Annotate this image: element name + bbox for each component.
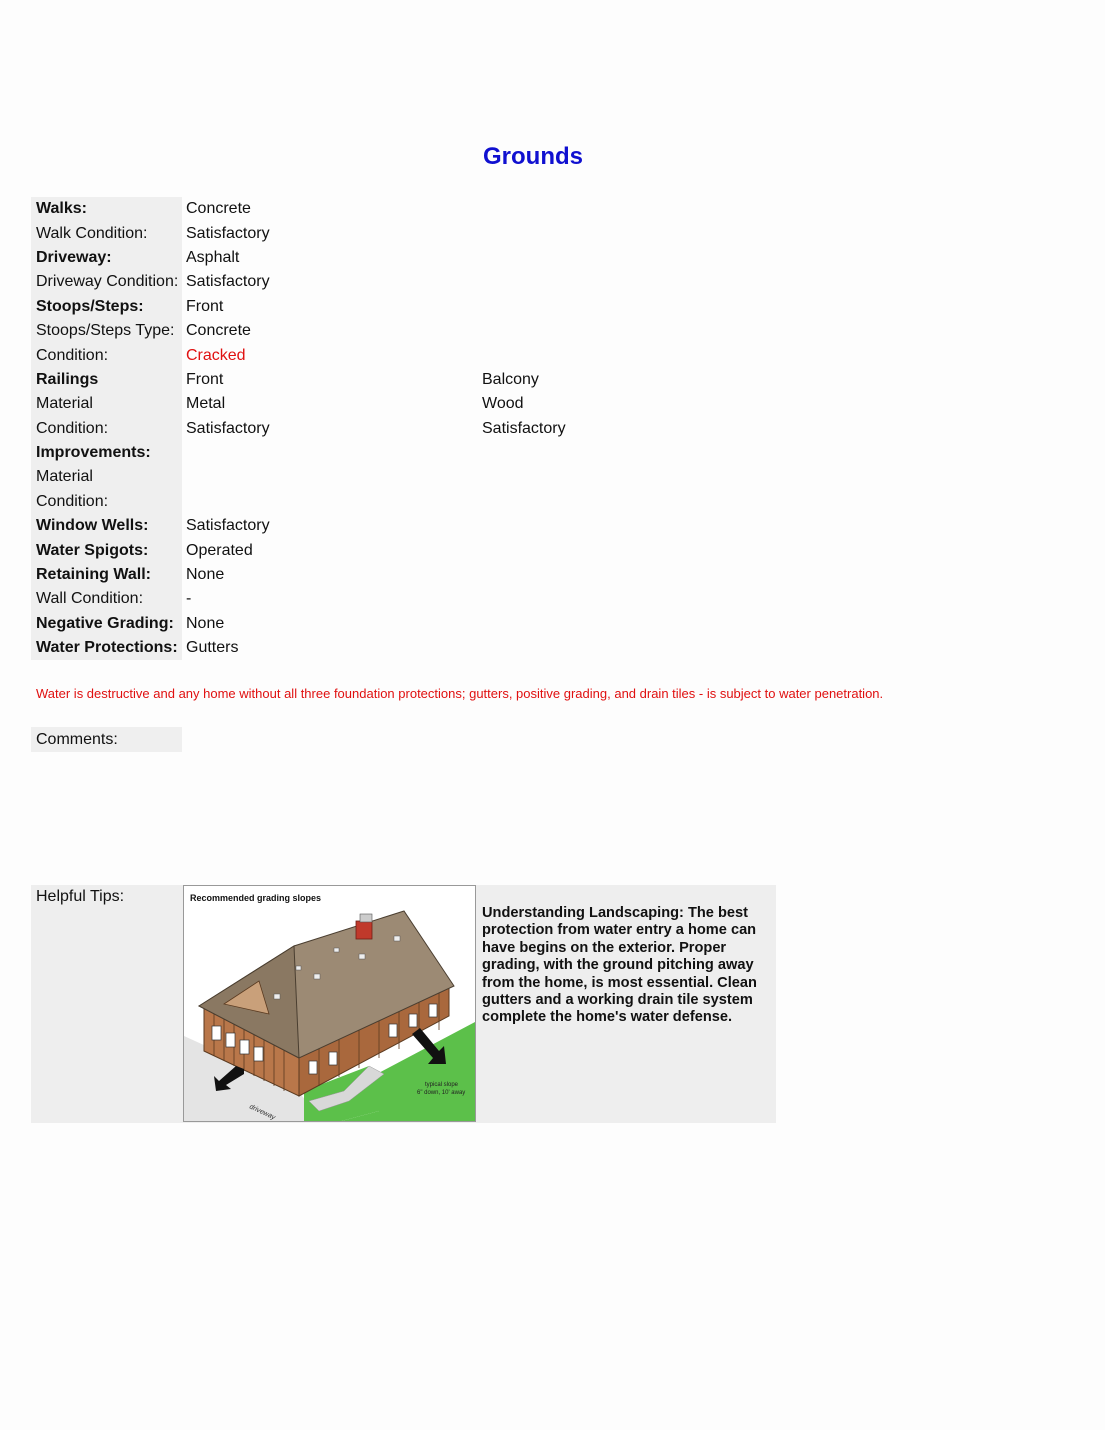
table-row — [31, 392, 566, 416]
row-label: Material — [31, 465, 182, 489]
row-value-secondary: Balcony — [482, 370, 539, 388]
table-row — [31, 319, 566, 343]
table-row — [31, 538, 566, 562]
table-row — [31, 270, 566, 294]
illustration-title: Recommended grading slopes — [190, 893, 322, 903]
row-value: Concrete — [186, 200, 251, 218]
row-label: Driveway Condition: — [31, 270, 182, 294]
row-value: Asphalt — [186, 248, 240, 266]
row-value: Satisfactory — [186, 419, 270, 437]
grading-slopes-illustration — [183, 885, 476, 1122]
row-label: Wall Condition: — [31, 587, 182, 611]
row-value: Satisfactory — [186, 517, 270, 535]
row-value: Satisfactory — [186, 224, 270, 242]
row-value: None — [186, 566, 225, 584]
row-label: Retaining Wall: — [31, 563, 182, 587]
house-grading-drawing — [184, 886, 476, 1122]
table-row — [31, 417, 566, 441]
table-row — [31, 246, 566, 270]
table-row — [31, 514, 566, 538]
table-row — [31, 441, 566, 465]
driveway-label: driveway — [248, 1103, 277, 1122]
landscaping-tip-text: Understanding Landscaping: The best protection from water entry a home can have begins on the exterior. Proper grading, with the ground pitching away from the home, is most essential. Clean gutters and a working drain tile system complete the home's water defense. — [482, 905, 757, 1026]
table-row — [31, 221, 566, 245]
row-value: Metal — [186, 395, 226, 413]
row-value: Front — [186, 370, 224, 388]
row-label: Stoops/Steps: — [31, 295, 182, 319]
table-row — [31, 563, 566, 587]
table-row — [31, 490, 566, 514]
row-value-secondary: Wood — [482, 395, 524, 413]
row-label: Driveway: — [31, 246, 182, 270]
row-label: Improvements: — [31, 441, 182, 465]
row-label: Walks: — [31, 197, 182, 221]
row-label: Condition: — [31, 417, 182, 441]
page-title: Grounds — [483, 143, 583, 170]
helpful-tips-section — [31, 885, 776, 1123]
row-label: Negative Grading: — [31, 612, 182, 636]
row-value: None — [186, 614, 225, 632]
row-value: Cracked — [186, 346, 246, 364]
row-value: Front — [186, 297, 224, 315]
row-label: Water Protections: — [31, 636, 182, 660]
row-label: Railings — [31, 368, 182, 392]
table-row — [31, 587, 566, 611]
table-row — [31, 636, 566, 660]
table-row — [31, 368, 566, 392]
row-label: Stoops/Steps Type: — [31, 319, 182, 343]
row-label: Water Spigots: — [31, 538, 182, 562]
table-row — [31, 612, 566, 636]
grounds-table — [31, 197, 566, 660]
row-label: Condition: — [31, 490, 182, 514]
table-row — [31, 295, 566, 319]
row-label: Window Wells: — [31, 514, 182, 538]
comments-label: Comments: — [31, 727, 182, 752]
row-value: Concrete — [186, 322, 251, 340]
row-label: Walk Condition: — [31, 221, 182, 245]
row-value: Satisfactory — [186, 273, 270, 291]
row-value: Gutters — [186, 639, 239, 657]
helpful-tips-label: Helpful Tips: — [36, 888, 125, 905]
table-row — [31, 343, 566, 367]
row-value-secondary: Satisfactory — [482, 419, 566, 437]
table-row — [31, 197, 566, 221]
row-label: Material — [31, 392, 182, 416]
water-warning: Water is destructive and any home without all three foundation protections; gutters, positive grading, and drain tiles - is subject to water penetration. — [36, 686, 884, 701]
slope-note-line1: typical slope — [425, 1082, 459, 1088]
row-label: Condition: — [31, 343, 182, 367]
row-value: Operated — [186, 541, 253, 559]
slope-note-line2: 6" down, 10' away — [417, 1090, 466, 1096]
table-row — [31, 465, 566, 489]
row-value: - — [186, 590, 192, 608]
